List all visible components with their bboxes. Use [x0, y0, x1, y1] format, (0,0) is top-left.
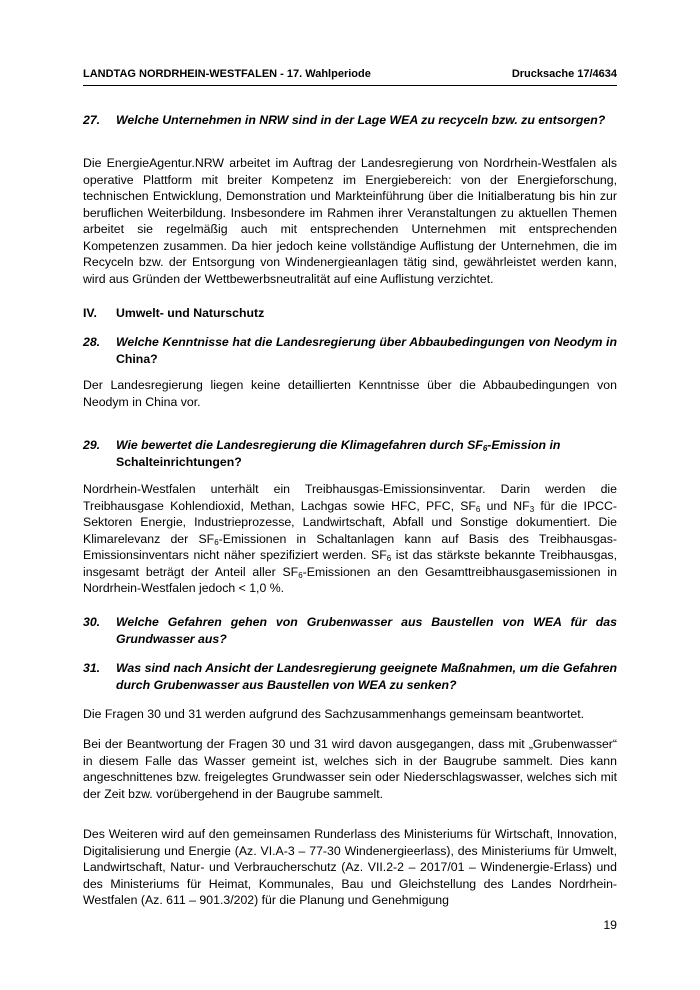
question-text-upright: Schalteinrichtungen?	[116, 454, 242, 469]
question-29	[83, 437, 617, 470]
page-number: 19	[603, 918, 617, 932]
subscript: 6	[386, 554, 392, 563]
question-number: 30.	[83, 615, 101, 629]
answer-29	[83, 481, 617, 597]
question-text-upright: China?	[116, 351, 158, 366]
question-text	[116, 437, 617, 470]
answer-text: und NF	[480, 498, 530, 513]
answer-28: Der Landesregierung liegen keine detaillierten Kenntnisse über die Abbaubedingungen von Neodym in China vor.	[83, 378, 617, 409]
question-text: Welche Unternehmen in NRW sind in der Lage WEA zu recyceln bzw. zu entsorgen?	[116, 113, 606, 127]
section-title: Umwelt- und Naturschutz	[116, 306, 265, 320]
question-text-part: Wie bewertet die Landesregierung die Klimagefahren durch SF	[116, 438, 483, 452]
question-28	[83, 334, 617, 367]
answer-30-31-intro: Die Fragen 30 und 31 werden aufgrund des Sachzusammenhangs gemeinsam beantwortet.	[83, 707, 585, 721]
answer-text: ist das stärkste bekannte Treibhausgas, insgesamt beträgt der Anteil aller SF	[83, 548, 617, 579]
question-31	[83, 660, 617, 693]
answer-text: -Emissionen in Schaltanlagen kann auf Basis des Treibhausgas-Emissionsinventars nicht näher spezifiziert werden. SF	[83, 531, 617, 562]
question-text-italic: Welche Kenntnisse hat die Landesregierung über Abbaubedingungen von Neodym in	[116, 335, 617, 349]
section-heading	[83, 305, 617, 322]
header-left: LANDTAG NORDRHEIN-WESTFALEN - 17. Wahlperiode	[83, 68, 371, 80]
question-text: Was sind nach Ansicht der Landesregierung geeignete Maßnahmen, um die Gefahren durch Grubenwasser aus Baustellen von WEA zu senken?	[116, 661, 617, 692]
question-number: 31.	[83, 661, 101, 675]
subscript: 6	[298, 570, 303, 580]
question-text: Welche Gefahren gehen von Grubenwasser aus Baustellen von WEA für das Grundwasser aus?	[116, 615, 617, 646]
question-number: 28.	[83, 335, 101, 349]
question-number: 29.	[83, 438, 101, 452]
answer-text: Nordrhein-Westfalen unterhält ein Treibhausgas-Emissionsinventar. Darin werden die Treibhausgase Kohlendioxid, Methan, Lachgas sowie HFC, PFC, SF	[83, 482, 617, 513]
header-right: Drucksache 17/4634	[511, 68, 617, 80]
subscript: 3	[529, 504, 535, 514]
question-30	[83, 614, 617, 647]
question-number: 27.	[83, 113, 101, 127]
subscript: 6	[482, 444, 488, 453]
question-text-part: -Emission in	[487, 438, 561, 452]
subscript: 6	[214, 537, 219, 547]
answer-27: Die EnergieAgentur.NRW arbeitet im Auftrag der Landesregierung von Nordrhein-Westfalen als operative Plattform mit breiter Kompetenz im Energiebereich: von der Energieforschung, technischen Entwicklung, Demonstration und Markteinführung über die Initialberatung bis hin zur beruflichen Weiterbildung. Insbesondere im Rahmen ihrer Veranstaltungen zu aktuellen Themen arbeitet sie regelmäßig auch mit entsprechenden Unternehmen mit entsprechenden Kompetenzen zusammen. Da hier jedoch keine vollständige Auflistung der Unternehmen, die im Recyceln bzw. der Entsorgung von Windenergieanlagen tätig sind, gewährleistet werden kann, wird aus Gründen der Wettbewerbsneutralität auf eine Auflistung verzichtet.	[83, 156, 617, 286]
question-27	[83, 112, 617, 129]
page-header	[83, 68, 617, 86]
header-rule	[83, 85, 617, 86]
answer-text: für die IPCC-Sektoren Energie, Industrieprozesse, Landwirtschaft, Abfall und Sonstige dokumentiert. Die Klimarelevanz der SF	[83, 498, 617, 546]
answer-text: -Emissionen an den Gesamttreibhausgasemissionen in Nordrhein-Westfalen jedoch < 1,0 %.	[83, 564, 617, 595]
subscript: 6	[475, 504, 481, 514]
answer-30-31-paragraph: Bei der Beantwortung der Fragen 30 und 31 wird davon ausgegangen, dass mit „Grubenwasser“ in diesem Falle das Wasser gemeint ist, welches sich in der Baugrube sammelt. Dies kann angeschnittenes bzw. freigelegtes Grundwasser sein oder Niederschlagswasser, welches sich mit der Zeit bzw. vorübergehend in der Baugrube sammelt.	[83, 737, 617, 801]
section-number: IV.	[83, 306, 97, 320]
question-text	[116, 334, 617, 367]
answer-30-31-paragraph: Des Weiteren wird auf den gemeinsamen Runderlass des Ministeriums für Wirtschaft, Innovation, Digitalisierung und Energie (Az. VI.A-3 – 77-30 Windenergieerlass), des Ministeriums für Umwelt, Landwirtschaft, Natur- und Verbraucherschutz (Az. VII.2-2 – 2017/01 – Windenergie-Erlass) und des Ministeriums für Heimat, Kommunales, Bau und Gleichstellung des Landes Nordrhein-Westfalen (Az. 611 – 901.3/202) für die Planung und Genehmigung	[83, 827, 617, 907]
